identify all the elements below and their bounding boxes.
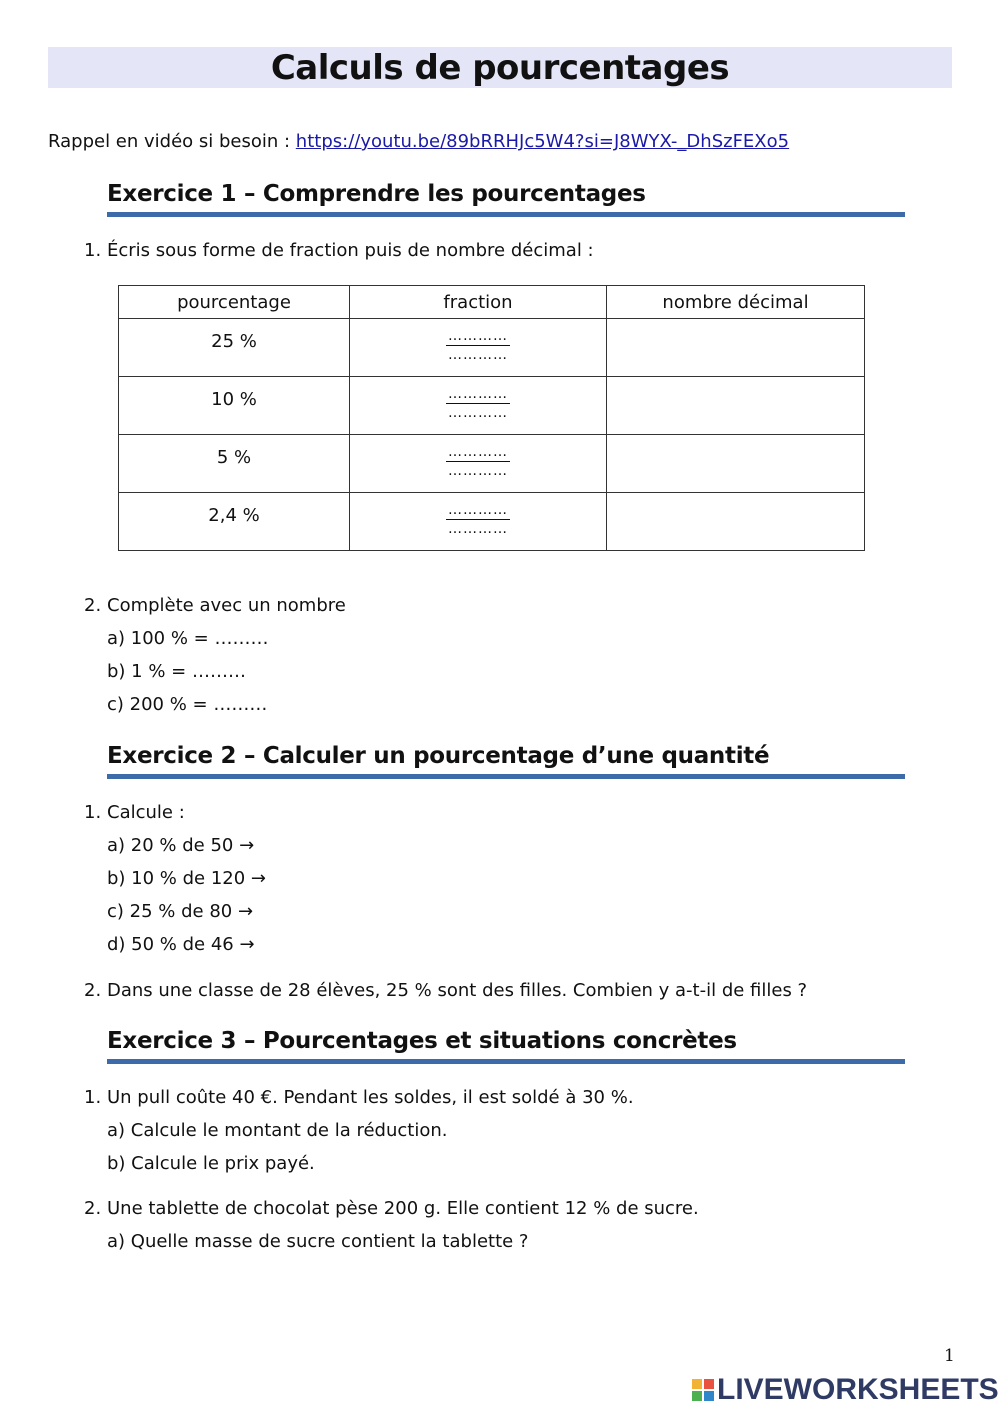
percentage-cell: 2,4 % [119,493,350,551]
exercise-2-title: Exercice 2 – Calculer un pourcentage d’une quantité [107,743,770,769]
fraction-blank[interactable]: $\frac{\dots\dots\dots\dots}{\dots\dots\dots\dots}$ [448,386,508,421]
question-number: 1. [84,240,102,261]
ex2-question-1: Calcule : [107,802,185,823]
title-bar [48,47,952,88]
decimal-answer-cell[interactable] [607,435,865,493]
page-number: 1 [944,1346,955,1366]
header-pourcentage: pourcentage [119,286,350,319]
fraction-cell[interactable] [350,493,607,551]
reminder-label: Rappel en vidéo si besoin : [48,131,296,152]
table-row [119,435,865,493]
ex1-question-1: Écris sous forme de fraction puis de nombre décimal : [107,240,594,261]
ex2-item-d[interactable]: d) 50 % de 46 → [107,934,255,955]
ex1-item-a[interactable]: a) 100 % = ……… [107,628,269,649]
ex3-question-2: Une tablette de chocolat pèse 200 g. Elle contient 12 % de sucre. [107,1198,699,1219]
percentage-cell: 25 % [119,319,350,377]
decimal-answer-cell[interactable] [607,493,865,551]
question-number: 1. [84,1087,102,1108]
percentage-table [118,285,865,551]
exercise-3-heading [107,1027,905,1064]
ex3-item-b[interactable]: b) Calcule le prix payé. [107,1153,315,1174]
fraction-cell[interactable] [350,377,607,435]
ex3-item-2a[interactable]: a) Quelle masse de sucre contient la tablette ? [107,1231,529,1252]
table-header-row [119,286,865,319]
question-number: 2. [84,1198,102,1219]
logo-square [704,1391,714,1401]
exercise-1-heading [107,180,905,217]
logo-mark-icon [692,1379,714,1401]
ex2-item-a[interactable]: a) 20 % de 50 → [107,835,255,856]
video-reminder [48,131,789,152]
ex3-question-1: Un pull coûte 40 €. Pendant les soldes, il est soldé à 30 %. [107,1087,634,1108]
question-number: 1. [84,802,102,823]
decimal-answer-cell[interactable] [607,319,865,377]
fraction-blank[interactable]: $\frac{\dots\dots\dots\dots}{\dots\dots\dots\dots}$ [448,444,508,479]
percentage-cell: 10 % [119,377,350,435]
logo-square [692,1379,702,1389]
video-link[interactable]: https://youtu.be/89bRRHJc5W4?si=J8WYX-_DhSzFEXo5 [295,131,790,152]
ex2-item-c[interactable]: c) 25 % de 80 → [107,901,254,922]
fraction-blank[interactable]: $\frac{\dots\dots\dots\dots}{\dots\dots\dots\dots}$ [448,502,508,537]
question-number: 2. [84,595,102,616]
exercise-2-heading [107,742,905,779]
logo-square [704,1379,714,1389]
ex2-item-b[interactable]: b) 10 % de 120 → [107,868,267,889]
fraction-cell[interactable] [350,319,607,377]
table-row [119,377,865,435]
question-number: 2. [84,980,102,1001]
ex1-question-2: Complète avec un nombre [107,595,346,616]
table-row [119,493,865,551]
liveworksheets-logo [692,1374,999,1406]
header-fraction: fraction [350,286,607,319]
logo-square [692,1391,702,1401]
percentage-cell: 5 % [119,435,350,493]
exercise-1-title: Exercice 1 – Comprendre les pourcentages [107,181,646,207]
page-title: Calculs de pourcentages [270,48,730,88]
ex2-question-2: Dans une classe de 28 élèves, 25 % sont des filles. Combien y a-t-il de filles ? [107,980,808,1001]
ex1-item-c[interactable]: c) 200 % = ……… [107,694,268,715]
fraction-cell[interactable] [350,435,607,493]
header-decimal: nombre décimal [607,286,865,319]
logo-text: LIVEWORKSHEETS [717,1373,999,1406]
table-row [119,319,865,377]
exercise-3-title: Exercice 3 – Pourcentages et situations concrètes [107,1028,737,1054]
ex1-item-b[interactable]: b) 1 % = ……… [107,661,246,682]
fraction-blank[interactable]: $\frac{\dots\dots\dots\dots}{\dots\dots\dots\dots}$ [448,328,508,363]
decimal-answer-cell[interactable] [607,377,865,435]
ex3-item-a[interactable]: a) Calcule le montant de la réduction. [107,1120,448,1141]
